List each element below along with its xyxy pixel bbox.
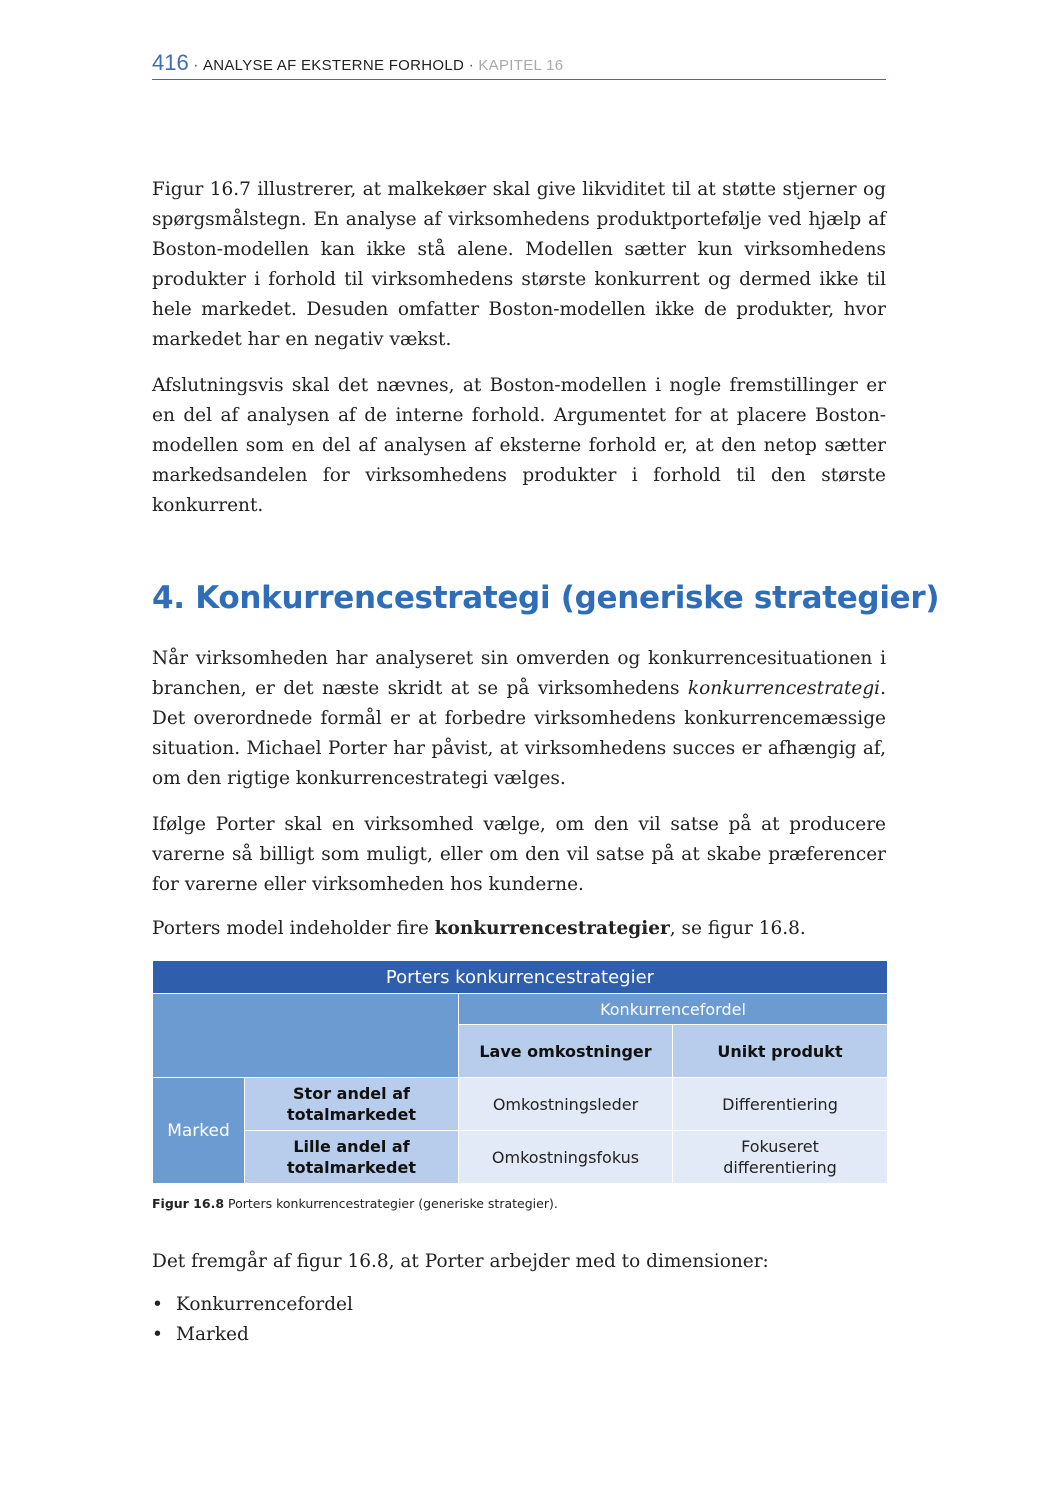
- paragraph-porter-choice: Ifølge Porter skal en virksomhed vælge, om den vil satse på at producere varerne så billigt som muligt, eller om den vil satse på at skabe præferencer for varerne eller virksomheden hos kunderne.: [152, 814, 886, 895]
- page-number: 416: [152, 50, 189, 75]
- header-section-title: ANALYSE AF EKSTERNE FORHOLD: [202, 57, 465, 74]
- focused-line-1: Fokuseret: [741, 1137, 819, 1156]
- row-header-small-share: [245, 1131, 459, 1184]
- porter-strategies-table: [152, 960, 888, 1184]
- paragraph-boston-placement: Afslutningsvis skal det nævnes, at Boston-modellen i nogle fremstillinger er en del af analysen af de interne forhold. Argumentet for at placere Boston-modellen som en del af analysen af eksterne forhold er, at den netop sætter markedsandelen for virksomhedens produkter i forhold til den største konkurrent.: [152, 375, 886, 516]
- table-title: Porters konkurrencestrategier: [153, 961, 888, 994]
- header-chapter: KAPITEL 16: [478, 57, 564, 74]
- header-separator: ·: [188, 57, 203, 74]
- p5-text-start: Porters model indeholder fire: [152, 918, 435, 939]
- row-small-line-1: Lille andel af: [293, 1137, 410, 1156]
- list-item: • Konkurrencefordel: [152, 1290, 353, 1320]
- dimension-list: [152, 1290, 353, 1350]
- paragraph-boston-limits: Figur 16.7 illustrerer, at malkekøer skal give likviditet til at støtte stjerner og spørgsmålstegn. En analyse af virksomhedens produktportefølje ved hjælp af Boston-modellen kan ikke stå alene. Modellen sætter kun virksomhedens produkter i forhold til virksomhedens største konkurrent og dermed ikke til hele markedet. Desuden omfatter Boston-modellen ikke de produkter, hvor markedet har en negativ vækst.: [152, 179, 886, 350]
- row-large-line-2: totalmarkedet: [287, 1105, 416, 1124]
- section-heading: 4. Konkurrencestrategi (generiske strategier): [152, 580, 940, 616]
- focused-line-2: differentiering: [723, 1158, 837, 1177]
- table-advantage-header: Konkurrencefordel: [459, 994, 888, 1025]
- cell-focused-differentiation: [673, 1131, 888, 1184]
- row-group-market: Marked: [153, 1078, 245, 1184]
- p3-italic-term: konkurrencestrategi: [687, 678, 881, 699]
- column-header-low-cost: Lave omkostninger: [459, 1025, 673, 1078]
- paragraph-dimensions: Det fremgår af figur 16.8, at Porter arbejder med to dimensioner:: [152, 1251, 769, 1272]
- p3-text-end: . Det overordnede formål er at forbedre virksomhedens konkurrencemæssige situation. Michael Porter har påvist, at virksomhedens succes er afhængig af, om den rigtige konkurrencestrategi vælges.: [152, 678, 886, 789]
- caption-label: Figur 16.8: [152, 1196, 225, 1211]
- running-header: [152, 50, 886, 80]
- paragraph-competitive-strategy: [152, 644, 886, 794]
- p5-bold-term: konkurrencestrategier: [434, 918, 670, 939]
- header-separator-2: ·: [464, 57, 479, 74]
- row-header-large-share: [245, 1078, 459, 1131]
- row-small-line-2: totalmarkedet: [287, 1158, 416, 1177]
- cell-differentiation: Differentiering: [673, 1078, 888, 1131]
- column-header-unique-product: Unikt produkt: [673, 1025, 888, 1078]
- cell-cost-focus: Omkostningsfokus: [459, 1131, 673, 1184]
- table-corner-blank: [153, 994, 459, 1078]
- figure-caption: [152, 1196, 558, 1211]
- cell-cost-leader: Omkostningsleder: [459, 1078, 673, 1131]
- p5-text-end: , se figur 16.8.: [669, 918, 806, 939]
- caption-text: Porters konkurrencestrategier (generiske strategier).: [224, 1196, 558, 1211]
- list-item: • Marked: [152, 1320, 353, 1350]
- row-large-line-1: Stor andel af: [293, 1084, 410, 1103]
- paragraph-porter-model: [152, 914, 886, 944]
- p3-text-start: Når virksomheden har analyseret sin omverden og konkurrencesituationen i branchen, er det næste skridt at se på virksomhedens: [152, 648, 886, 699]
